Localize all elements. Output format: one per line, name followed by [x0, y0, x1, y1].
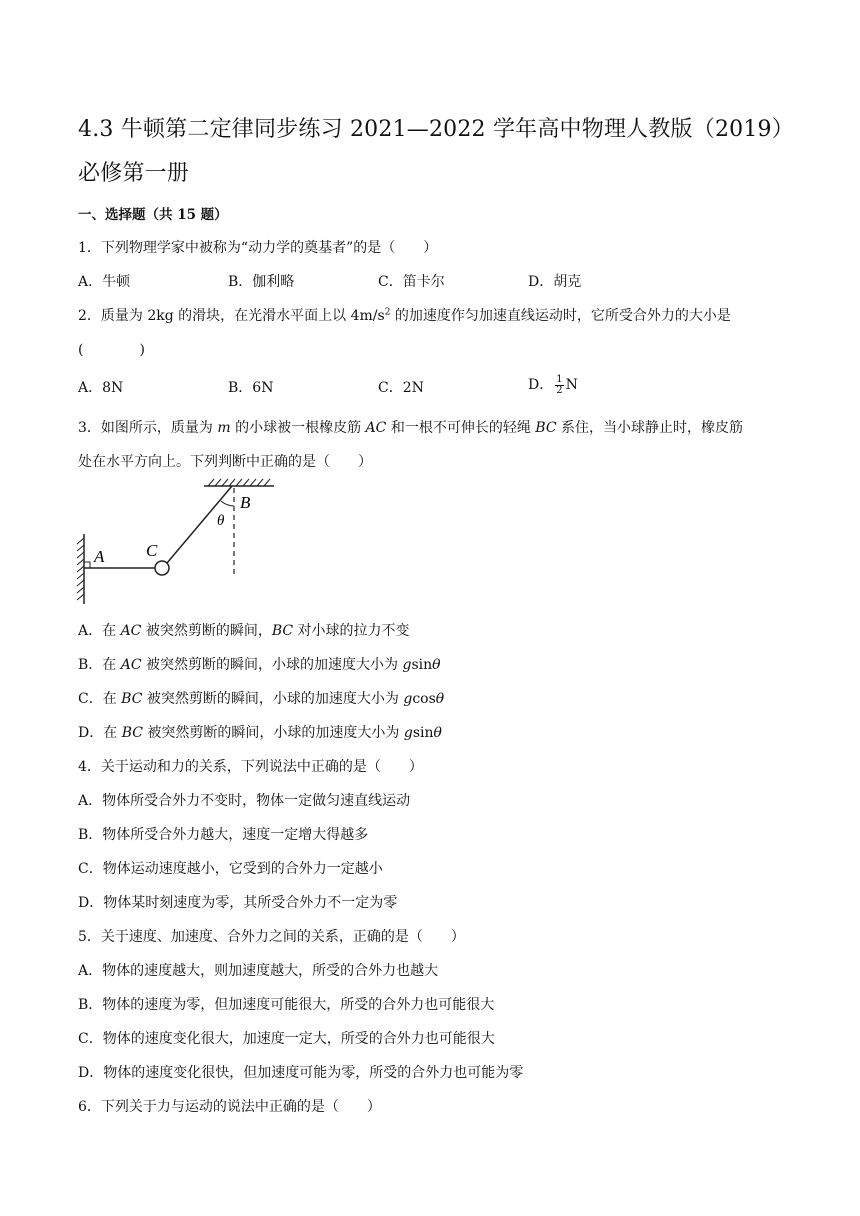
q3d-var-3: θ	[433, 725, 442, 741]
q3-text-1: 3．如图所示，质量为	[78, 420, 218, 436]
question-2-stem-part-1: 2．质量为 2kg 的滑块，在光滑水平面上以 4m/s	[78, 308, 385, 324]
question-4-option-b: B．物体所受合外力越大，速度一定增大得越多	[78, 827, 369, 843]
q3c-text-1: C．在	[78, 691, 122, 707]
q3c-var-2: g	[403, 691, 413, 707]
question-3-option-d	[78, 722, 442, 742]
figure-label-c: C	[146, 541, 158, 560]
document-title-line-1: 4.3 牛顿第二定律同步练习 2021—2022 学年高中物理人教版（2019）	[78, 117, 794, 142]
question-4-stem: 4．关于运动和力的关系，下列说法中正确的是（ ）	[78, 759, 423, 775]
document-title-line-2: 必修第一册	[78, 161, 190, 186]
question-4-option-c: C．物体运动速度越小，它受到的合外力一定越小	[78, 861, 383, 877]
question-4-option-d: D．物体某时刻速度为零，其所受合外力不一定为零	[78, 895, 398, 911]
q3c-text-2: 被突然剪断的瞬间，小球的加速度大小为	[142, 691, 404, 707]
q3a-var-1: AC	[120, 623, 142, 639]
q3c-var-3: θ	[435, 691, 445, 707]
fraction-denominator: 2	[556, 384, 563, 396]
question-5-option-a: A．物体的速度越大，则加速度越大，所受的合外力也越大	[78, 963, 439, 979]
question-2-option-d	[528, 374, 578, 396]
q3d-var-1: BC	[121, 725, 143, 741]
question-3-stem-line-2: 处在水平方向上。下列判断中正确的是（ ）	[78, 454, 372, 470]
question-1-option-b: B．伽利略	[228, 274, 295, 290]
question-1-option-d: D．胡克	[528, 274, 582, 290]
q3a-var-2: BC	[271, 623, 294, 639]
question-2-stem-line-2: ( )	[78, 342, 145, 358]
question-5-option-b: B．物体的速度为零，但加速度可能很大，所受的合外力也可能很大	[78, 997, 495, 1013]
fraction-one-half	[555, 375, 563, 396]
q3a-text-1: A．在	[78, 623, 121, 639]
question-1-stem: 1．下列物理学家中被称为“动力学的奠基者”的是（ ）	[78, 240, 438, 256]
q3-text-2: 的小球被一根橡皮筋	[230, 420, 366, 436]
q3a-text-2: 被突然剪断的瞬间，	[141, 623, 272, 639]
q3b-var-2: g	[402, 657, 412, 673]
question-2-option-d-unit: N	[565, 377, 578, 393]
q3d-text-3: sin	[412, 725, 434, 741]
question-2-option-d-prefix: D．	[528, 377, 554, 393]
q3-text-4: 系住，当小球静止时，橡皮筋	[556, 420, 743, 436]
ceiling-hatching	[208, 479, 270, 486]
question-3-option-c	[78, 688, 444, 708]
question-2-exponent: 2	[384, 307, 391, 318]
question-2-option-c: C．2N	[378, 380, 424, 396]
question-3-figure	[74, 476, 314, 608]
question-3-stem-line-1	[78, 417, 743, 437]
question-2-option-a: A．8N	[78, 380, 124, 396]
label-bc: BC	[535, 420, 557, 436]
figure-label-a: A	[94, 547, 105, 566]
question-1-option-c: C．笛卡尔	[378, 274, 445, 290]
question-3-option-a	[78, 620, 410, 640]
q3b-var-1: AC	[120, 657, 142, 673]
question-5-option-c: C．物体的速度变化很大，加速度一定大，所受的合外力也可能很大	[78, 1031, 495, 1047]
mass-symbol: m	[217, 420, 231, 436]
question-2-option-b: B．6N	[228, 380, 274, 396]
question-4-option-a: A．物体所受合外力不变时，物体一定做匀速直线运动	[78, 793, 411, 809]
q3b-text-2: 被突然剪断的瞬间，小球的加速度大小为	[141, 657, 403, 673]
question-5-stem: 5．关于速度、加速度、合外力之间的关系，正确的是（ ）	[78, 929, 465, 945]
q3d-var-2: g	[403, 725, 413, 741]
section-header: 一、选择题（共 15 题）	[78, 207, 228, 223]
q3c-var-1: BC	[121, 691, 143, 707]
question-3-option-b	[78, 654, 441, 674]
right-angle-mark	[84, 562, 90, 568]
q3b-text-3: sin	[411, 657, 433, 673]
question-2-stem	[78, 305, 731, 325]
question-1-option-a: A．牛顿	[78, 274, 131, 290]
q3a-text-3: 对小球的拉力不变	[293, 623, 410, 639]
figure-label-theta: θ	[217, 513, 225, 529]
question-5-option-d: D．物体的速度变化很快，但加速度可能为零，所受的合外力也可能为零	[78, 1065, 524, 1081]
q3b-var-3: θ	[432, 657, 441, 673]
angle-arc	[221, 501, 234, 506]
ball	[155, 561, 169, 575]
q3-text-3: 和一根不可伸长的轻绳	[386, 420, 536, 436]
label-ac: AC	[365, 420, 387, 436]
q3d-text-2: 被突然剪断的瞬间，小球的加速度大小为	[142, 725, 404, 741]
question-6-stem: 6．下列关于力与运动的说法中正确的是（ ）	[78, 1099, 381, 1115]
fraction-numerator: 1	[556, 373, 563, 385]
question-2-stem-part-2: 的加速度作匀加速直线运动时，它所受合外力的大小是	[390, 308, 731, 324]
q3d-text-1: D．在	[78, 725, 122, 741]
figure-label-b: B	[240, 493, 251, 512]
q3c-text-3: cos	[412, 691, 436, 707]
wall-hatching	[77, 538, 84, 600]
q3b-text-1: B．在	[78, 657, 121, 673]
